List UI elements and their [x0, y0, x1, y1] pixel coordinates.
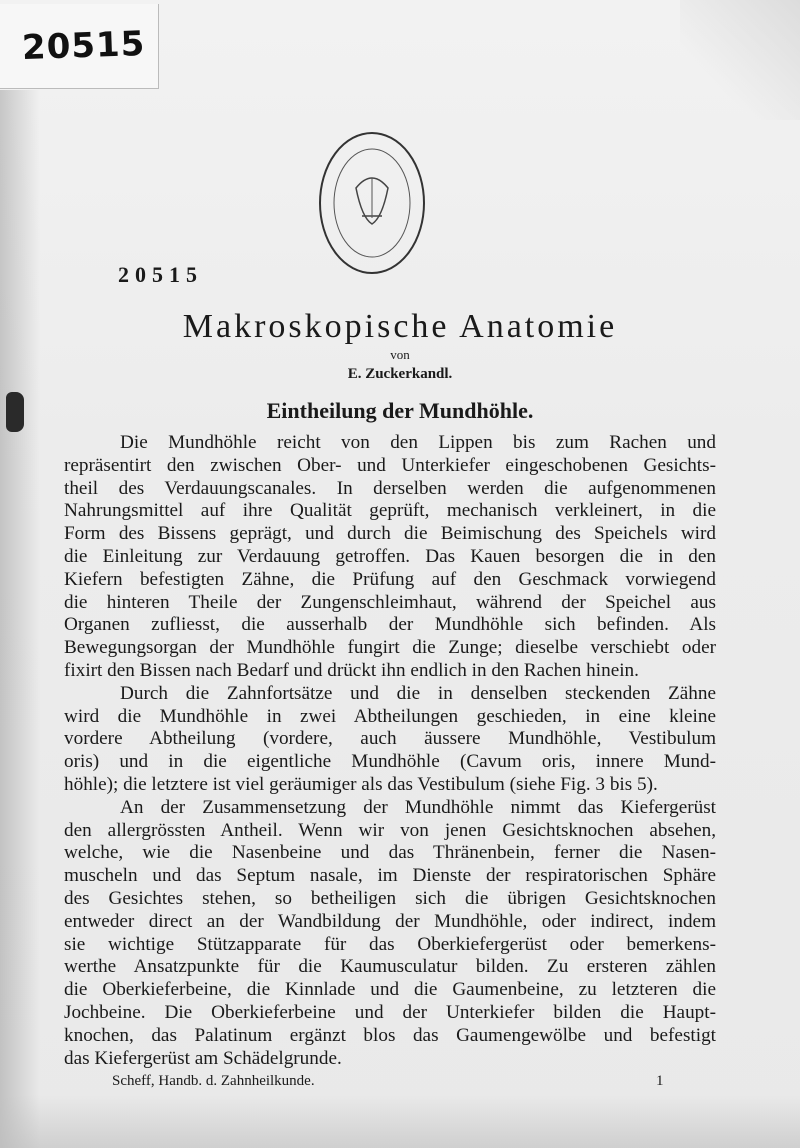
- text-line: Die Mundhöhle reicht von den Lippen bis zum Rachen und: [120, 432, 716, 453]
- library-label-number: 20515: [21, 23, 146, 69]
- paragraph: [64, 683, 716, 797]
- text-line: Durch die Zahnfortsätze und die in denselben steckenden Zähne: [120, 682, 716, 704]
- text-line: den allergrössten Antheil. Wenn wir von jenen Gesichtsknochen absehen,: [64, 819, 716, 841]
- text-line: sie wichtige Stützapparate für das Oberkiefergerüst oder bemerkens-: [64, 933, 716, 955]
- text-line: Kiefern befestigten Zähne, die Prüfung auf den Geschmack vorwiegend: [64, 568, 716, 590]
- text-line: welche, wie die Nasenbeine und das Thränenbein, ferner die Nasen-: [64, 842, 716, 864]
- footer-source: Scheff, Handb. d. Zahnheilkunde.: [112, 1073, 315, 1089]
- body-text: [64, 432, 716, 1070]
- text-line: Jochbeine. Die Oberkieferbeine und der Unterkiefer bilden die Haupt-: [64, 1001, 716, 1023]
- page-edge-wear: [0, 1095, 800, 1148]
- text-line: vordere Abtheilung (vordere, auch äussere Mundhöhle, Vestibulum: [64, 728, 716, 750]
- page-corner-wear: [680, 0, 800, 120]
- text-line: höhle); die letztere ist viel geräumiger als das Vestibulum (siehe Fig. 3 bis 5).: [64, 773, 658, 795]
- page-title: Makroskopische Anatomie: [182, 308, 618, 345]
- footer-page-number: 1: [656, 1073, 664, 1089]
- text-line: Nahrungsmittel auf ihre Qualität geprüft, mechanisch verkleinert, in die: [64, 500, 716, 522]
- section-heading: Eintheilung der Mundhöhle.: [266, 398, 534, 423]
- text-line: knochen, das Palatinum ergänzt blos das Gaumengewölbe und befestigt: [64, 1024, 716, 1046]
- library-label: [0, 4, 159, 89]
- text-line: Organen zufliesst, die ausserhalb der Mundhöhle sich befinden. Als: [64, 614, 716, 636]
- text-line: Bewegungsorgan der Mundhöhle fungirt die Zunge; dieselbe verschiebt oder: [64, 637, 716, 659]
- text-line: das Kiefergerüst am Schädelgrunde.: [64, 1047, 342, 1069]
- text-line: die Einleitung zur Verdauung getroffen. Das Kauen besorgen die in den: [64, 545, 716, 567]
- text-line: muscheln und das Septum nasale, im Dienste der respiratorischen Sphäre: [64, 865, 716, 887]
- author: E. Zuckerkandl.: [347, 366, 453, 382]
- text-line: repräsentirt den zwischen Ober- und Unterkiefer eingeschobenen Gesichts-: [64, 454, 716, 476]
- byline-von: von: [390, 347, 410, 362]
- text-line: An der Zusammensetzung der Mundhöhle nimmt das Kiefergerüst: [120, 796, 716, 818]
- text-line: Form des Bissens geprägt, und durch die Beimischung des Speichels wird: [64, 523, 716, 545]
- text-line: fixirt den Bissen nach Bedarf und drückt ihn endlich in den Rachen hinein.: [64, 659, 639, 681]
- text-line: die hinteren Theile der Zungenschleimhaut, während der Speichel aus: [64, 591, 716, 613]
- text-line: des Gesichtes stehen, so betheiligen sich die übrigen Gesichtsknochen: [64, 887, 716, 909]
- binding-shadow: [0, 90, 40, 1148]
- text-line: theil des Verdauungscanales. In derselben werden die aufgenommenen: [64, 477, 716, 499]
- text-line: werthe Ansatzpunkte für die Kaumusculatur bilden. Zu ersteren zählen: [64, 956, 716, 978]
- library-stamp: [316, 128, 428, 278]
- paragraph: [64, 432, 716, 683]
- text-line: entweder direct an der Wandbildung der Mundhöhle, oder indirect, indem: [64, 910, 716, 932]
- paragraph: [64, 797, 716, 1071]
- call-number: 20515: [118, 262, 203, 287]
- text-line: wird die Mundhöhle in zwei Abtheilungen geschieden, in eine kleine: [64, 705, 716, 727]
- text-line: die Oberkieferbeine, die Kinnlade und die Gaumenbeine, zu letzteren die: [64, 979, 716, 1001]
- text-line: oris) und in die eigentliche Mundhöhle (Cavum oris, innere Mund-: [64, 751, 716, 773]
